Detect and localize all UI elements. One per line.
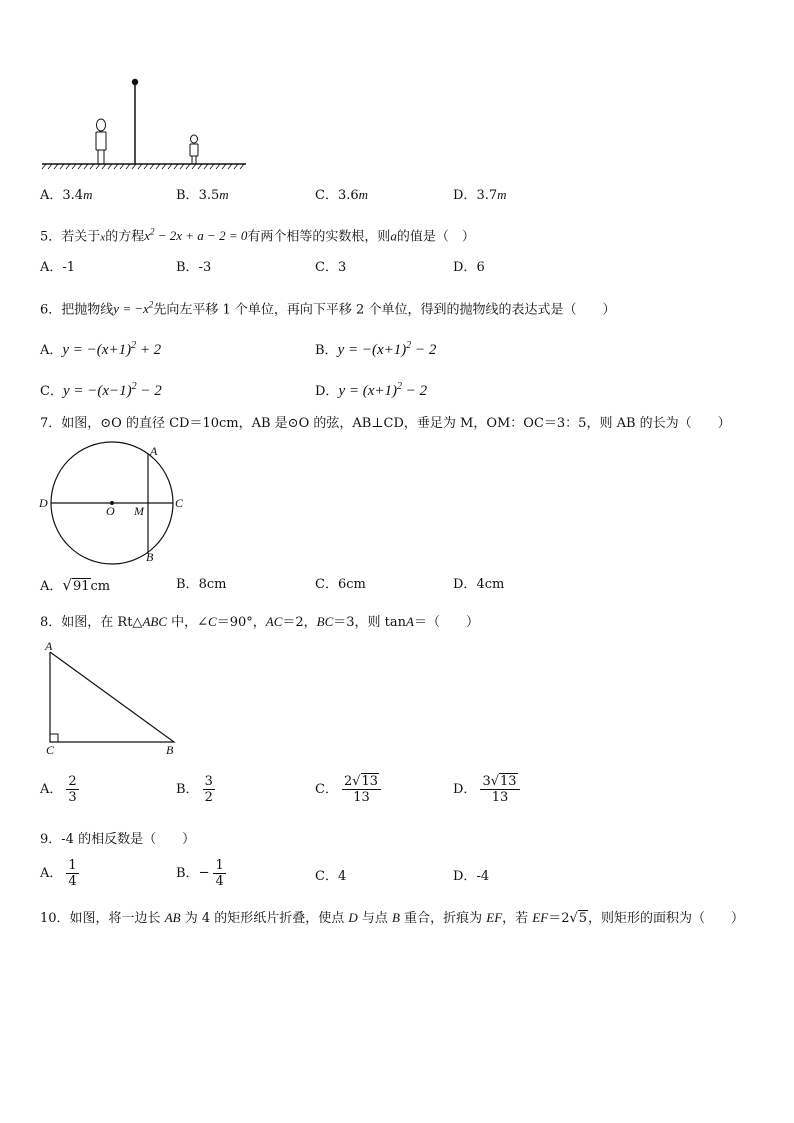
q5-option-a[interactable]: A．-1 xyxy=(40,260,76,275)
q5-option-b[interactable]: B．-3 xyxy=(176,260,212,275)
question-9: 9．-4 的相反数是（ ） xyxy=(40,832,196,847)
label-c: C xyxy=(175,496,184,510)
label-d: D xyxy=(39,496,48,510)
triangle-figure xyxy=(40,638,190,758)
q5-equation: $x^2 - 2x + a - 2 = 0$ xyxy=(144,227,248,244)
question-6: 6．把抛物线$y = -x^2$先向左平移 1 个单位，再向下平移 2 个单位，得到的抛物线的表达式是（ ） xyxy=(40,300,616,318)
question-5: 5．若关于x的方程$x^2 - 2x + a - 2 = 0$有两个相等的实数根，则a的值是（ ） xyxy=(40,227,475,245)
q6-option-d[interactable]: D．$y = (x+1)^2 - 2$ xyxy=(315,381,428,399)
label-m: M xyxy=(134,504,144,518)
q7-option-a[interactable]: A．√91cm xyxy=(40,576,111,594)
question-10: 10．如图，将一边长 AB 为 4 的矩形纸片折叠，使点 D 与点 B 重合，折痕为 EF，若 EF＝2√5，则矩形的面积为（ ） xyxy=(40,910,745,926)
tall-person xyxy=(96,119,106,164)
label-b: B xyxy=(166,743,174,757)
q7-option-b[interactable]: B．8cm xyxy=(176,577,227,592)
q8-option-c[interactable]: C． $\frac{2√13}{13}$ xyxy=(315,774,381,805)
q6-option-c[interactable]: C．$y = -(x-1)^2 - 2$ xyxy=(40,381,162,399)
q8-option-d[interactable]: D． $\frac{3√13}{13}$ xyxy=(453,774,520,805)
q5-option-c[interactable]: C．3 xyxy=(315,260,347,275)
lamp-post-figure xyxy=(40,72,250,172)
q6-option-a[interactable]: A．$y = -(x+1)^2 + 2$ xyxy=(40,340,162,358)
q9-option-a[interactable]: A． $\frac{1}{4}$ xyxy=(40,858,77,889)
circle-figure xyxy=(36,440,196,568)
q9-option-d[interactable]: D．-4 xyxy=(453,869,490,884)
label-c: C xyxy=(46,743,55,757)
q6-option-b[interactable]: B．$y = -(x+1)^2 - 2$ xyxy=(315,340,437,358)
question-7: 7．如图，⊙O 的直径 CD＝10cm，AB 是⊙O 的弦，AB⊥CD，垂足为 M，OM：OC＝3：5，则 AB 的长为（ ） xyxy=(40,416,731,431)
label-b: B xyxy=(146,550,154,564)
label-o: O xyxy=(106,504,115,518)
q4-option-c[interactable]: C．3.6m xyxy=(315,187,369,203)
q8-option-b[interactable]: B． $\frac{3}{2}$ xyxy=(176,774,213,805)
q4-option-b[interactable]: B．3.5m xyxy=(176,187,229,203)
q4-option-a[interactable]: A．3.4m xyxy=(40,187,93,203)
question-8: 8．如图，在 Rt△ABC 中，∠C＝90°，AC＝2，BC＝3，则 tanA＝（ ） xyxy=(40,614,480,630)
q9-option-c[interactable]: C．4 xyxy=(315,869,347,884)
q7-option-d[interactable]: D．4cm xyxy=(453,577,505,592)
short-person xyxy=(190,135,198,164)
q4-option-d[interactable]: D．3.7m xyxy=(453,187,507,203)
label-a: A xyxy=(150,444,158,458)
label-a: A xyxy=(45,639,53,653)
q8-option-a[interactable]: A． $\frac{2}{3}$ xyxy=(40,774,77,805)
q7-option-c[interactable]: C．6cm xyxy=(315,577,366,592)
q5-option-d[interactable]: D．6 xyxy=(453,260,485,275)
q9-option-b[interactable]: B．− $\frac{1}{4}$ xyxy=(176,858,224,889)
